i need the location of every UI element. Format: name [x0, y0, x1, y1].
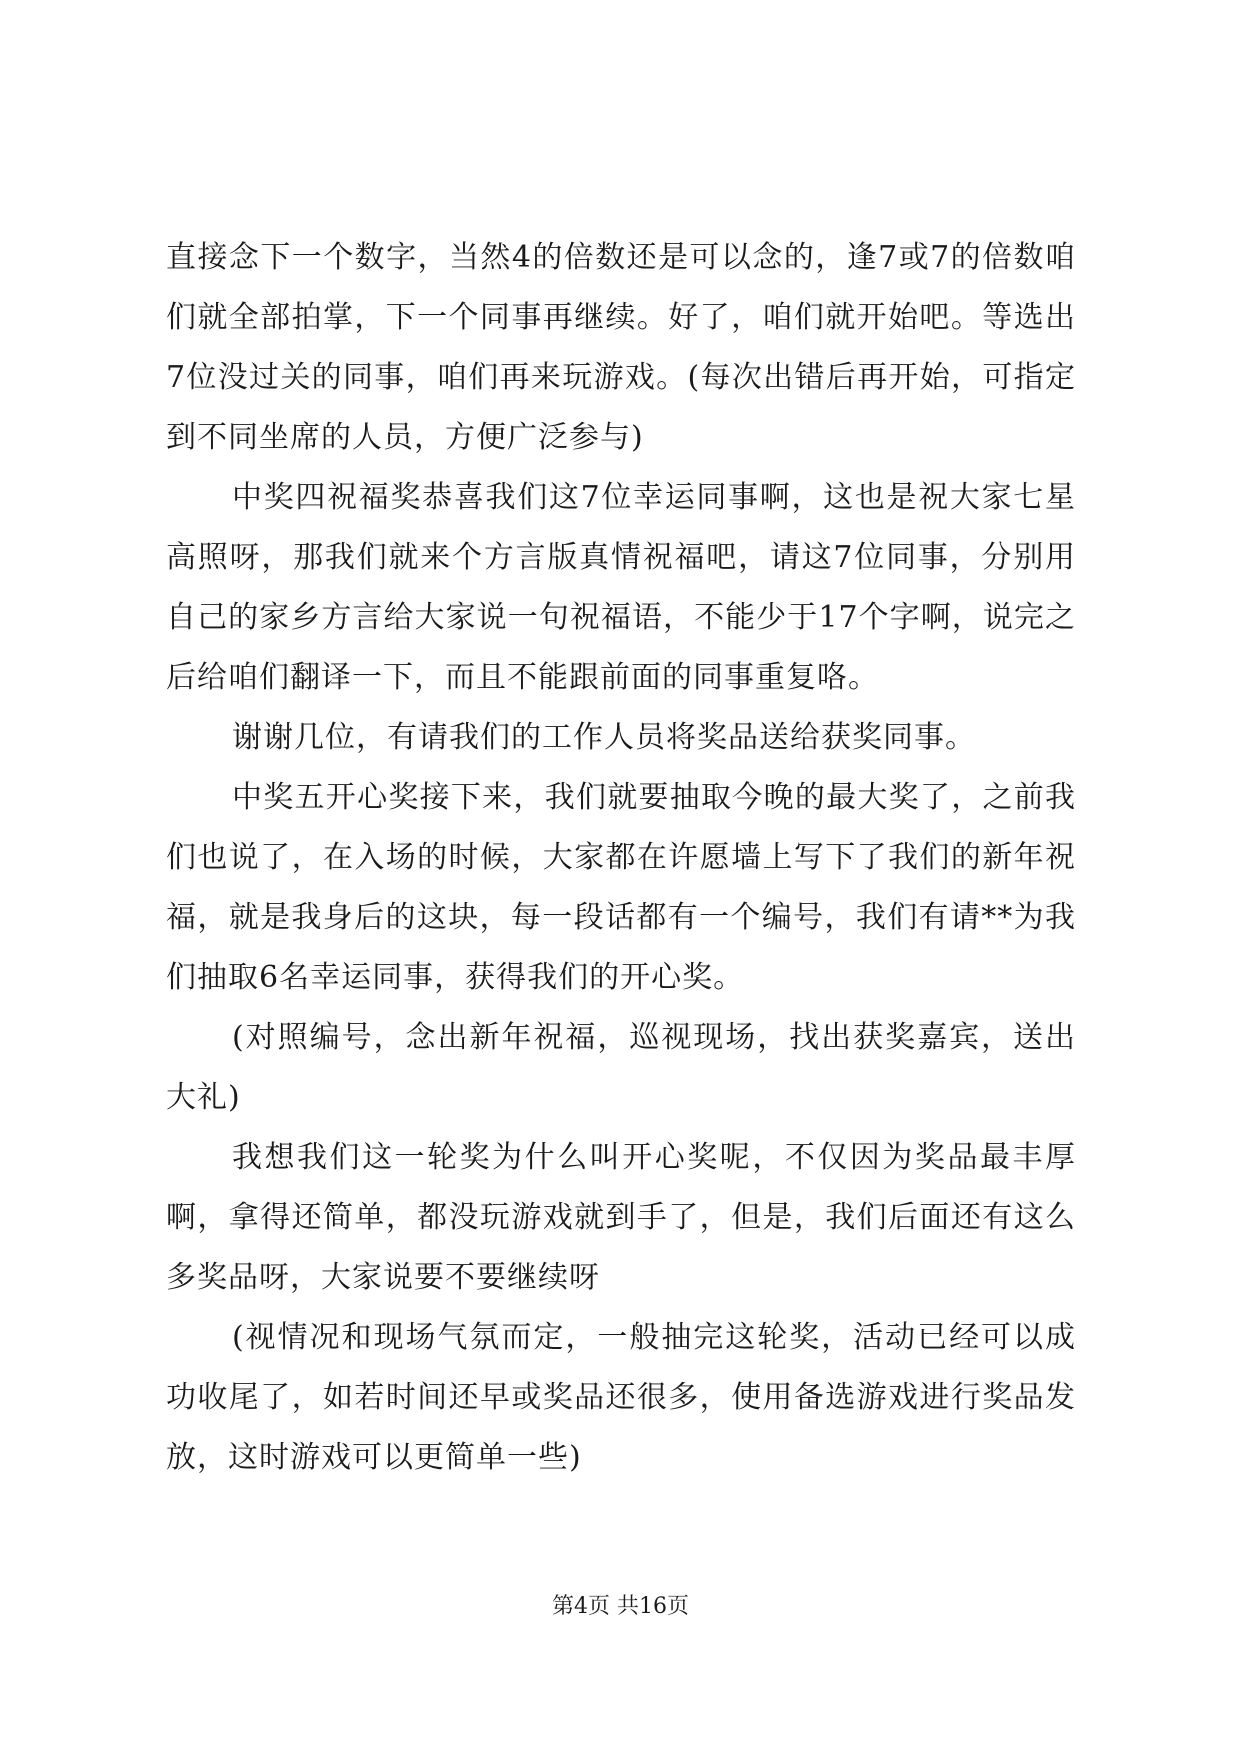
paragraph-6: 我想我们这一轮奖为什么叫开心奖呢，不仅因为奖品最丰厚啊，拿得还简单，都没玩游戏就到手了，但是，我们后面还有这么多奖品呀，大家说要不要继续呀 [166, 1140, 1076, 1295]
page-number-footer: 第4页 共16页 [552, 1594, 689, 1619]
paragraph-5: (对照编号，念出新年祝福，巡视现场，找出获奖嘉宾，送出大礼) [166, 1020, 1076, 1115]
paragraph-1: 直接念下一个数字，当然4的倍数还是可以念的，逢7或7的倍数咱们就全部拍掌，下一个同事再继续。好了，咱们就开始吧。等选出7位没过关的同事，咱们再来玩游戏。(每次出错后再开始，可指定到不同坐席的人员，方便广泛参与) [166, 240, 1076, 455]
body-text [166, 228, 1076, 1488]
paragraph-3: 谢谢几位，有请我们的工作人员将奖品送给获奖同事。 [232, 720, 976, 755]
paragraph-4: 中奖五开心奖接下来，我们就要抽取今晚的最大奖了，之前我们也说了，在入场的时候，大家都在许愿墙上写下了我们的新年祝福，就是我身后的这块，每一段话都有一个编号，我们有请**为我们抽取6名幸运同事，获得我们的开心奖。 [166, 780, 1076, 995]
paragraph-2: 中奖四祝福奖恭喜我们这7位幸运同事啊，这也是祝大家七星高照呀，那我们就来个方言版真情祝福吧，请这7位同事，分别用自己的家乡方言给大家说一句祝福语，不能少于17个字啊，说完之后给咱们翻译一下，而且不能跟前面的同事重复咯。 [166, 480, 1076, 695]
paragraph-7: (视情况和现场气氛而定，一般抽完这轮奖，活动已经可以成功收尾了，如若时间还早或奖品还很多，使用备选游戏进行奖品发放，这时游戏可以更简单一些) [166, 1320, 1076, 1475]
